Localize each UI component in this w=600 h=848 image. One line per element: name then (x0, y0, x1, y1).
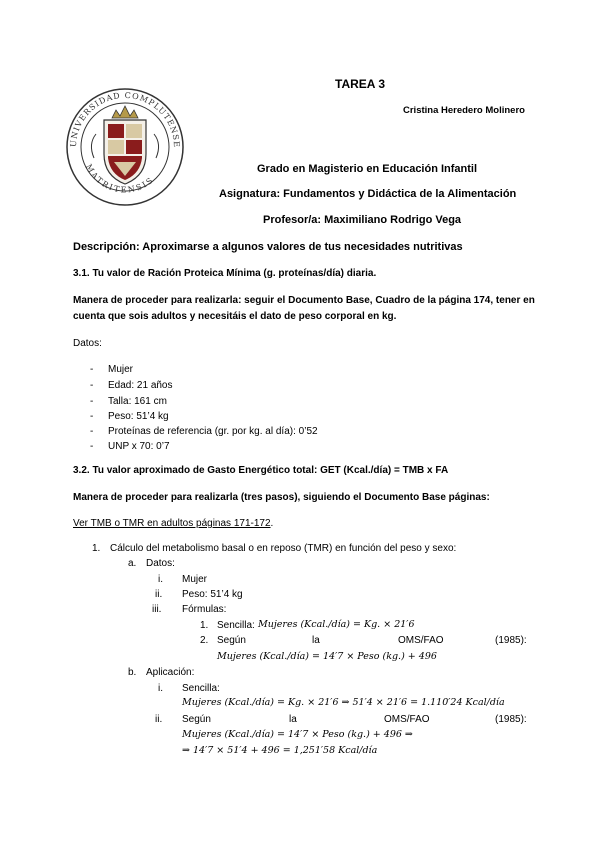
list-item: Edad: 21 años (108, 380, 173, 391)
formula-oms: Mujeres (Kcal./día) = 14′7 × Peso (kg.) + 496 (217, 651, 437, 662)
app-oms-line-2: ⇒ 14′7 × 51′4 + 496 = 1,251′58 Kcal/día (182, 745, 378, 756)
section-3-1-instructions-1: Manera de proceder para realizarla: seguir el Documento Base, Cuadro de la página 174, tener en (73, 295, 535, 306)
roman-iii-marker: iii. (152, 604, 162, 615)
list-item: UNP x 70: 0’7 (108, 441, 170, 452)
bullet-dash: - (90, 364, 94, 375)
datos-item: Peso: 51’4 kg (182, 589, 243, 600)
pages-link[interactable]: Ver TMB o TMR en adultos páginas 171-172 (73, 518, 271, 529)
app-oms-source: OMS/FAO (384, 714, 430, 725)
pages-reference (73, 518, 273, 529)
sub-b-marker: b. (128, 667, 137, 678)
roman-i-marker: i. (158, 574, 163, 585)
bullet-dash: - (90, 411, 94, 422)
author-name: Cristina Heredero Molinero (403, 105, 525, 116)
list-item: Mujer (108, 364, 134, 375)
subject-line: Asignatura: Fundamentos y Didáctica de la Alimentación (219, 188, 517, 200)
roman-ii-marker: ii. (155, 589, 163, 600)
datos-label: Datos: (146, 558, 175, 569)
link-period: . (270, 518, 274, 529)
step-1-number: 1. (92, 543, 101, 554)
data-label: Datos: (73, 338, 102, 349)
formula-2-marker: 2. (200, 635, 209, 646)
list-item: Talla: 161 cm (108, 396, 167, 407)
datos-item: Mujer (182, 574, 208, 585)
formula-1-marker: 1. (200, 620, 209, 631)
degree-line: Grado en Magisterio en Educación Infantil (257, 163, 478, 175)
step-1-text: Cálculo del metabolismo basal o en reposo (TMR) en función del peso y sexo: (110, 543, 457, 554)
app-ii-marker: ii. (155, 714, 163, 725)
bullet-dash: - (90, 380, 94, 391)
section-3-1-instructions-2: cuenta que sois adultos y necesitáis el dato de peso corporal en kg. (73, 311, 397, 322)
list-item: Proteínas de referencia (gr. por kg. al día): 0’52 (108, 426, 318, 437)
app-i-marker: i. (158, 683, 163, 694)
section-3-2-instructions: Manera de proceder para realizarla (tres pasos), siguiendo el Documento Base páginas: (73, 492, 490, 503)
university-seal (64, 84, 186, 210)
section-3-2-heading: 3.2. Tu valor aproximado de Gasto Energético total: GET (Kcal./día) = TMB x FA (73, 465, 449, 476)
description: Descripción: Aproximarse a algunos valores de tus necesidades nutritivas (73, 241, 463, 253)
bullet-dash: - (90, 441, 94, 452)
formula-oms-la: la (312, 635, 320, 646)
svg-text:MATRITENSIS: MATRITENSIS (83, 162, 156, 195)
bullet-dash: - (90, 396, 94, 407)
document-title: TAREA 3 (335, 77, 386, 91)
section-3-1-heading: 3.1. Tu valor de Ración Proteica Mínima (g. proteínas/día) diaria. (73, 268, 377, 279)
bullet-dash: - (90, 426, 94, 437)
formula-sencilla: Mujeres (Kcal./día) = Kg. × 21′6 (258, 619, 415, 630)
svg-text:UNIVERSIDAD COMPLUTENSE: UNIVERSIDAD COMPLUTENSE (68, 90, 182, 149)
formula-oms-label: Según (217, 635, 246, 646)
formula-oms-source: OMS/FAO (398, 635, 444, 646)
app-oms-year: (1985): (495, 714, 527, 725)
formula-oms-year: (1985): (495, 635, 527, 646)
aplicacion-label: Aplicación: (146, 667, 195, 678)
app-oms-line-1: Mujeres (Kcal./día) = 14′7 × Peso (kg.) + 496 ⇒ (182, 729, 413, 740)
professor-line: Profesor/a: Maximiliano Rodrigo Vega (263, 214, 462, 226)
app-oms-la: la (289, 714, 297, 725)
formula-sencilla-label: Sencilla: (217, 620, 255, 631)
app-sencilla-label: Sencilla: (182, 683, 220, 694)
app-sencilla: Mujeres (Kcal./día) = Kg. × 21′6 ⇒ 51′4 × 21′6 = 1.110′24 Kcal/día (182, 697, 505, 708)
datos-item: Fórmulas: (182, 604, 227, 615)
app-oms-label: Según (182, 714, 211, 725)
sub-a-marker: a. (128, 558, 137, 569)
list-item: Peso: 51’4 kg (108, 411, 169, 422)
